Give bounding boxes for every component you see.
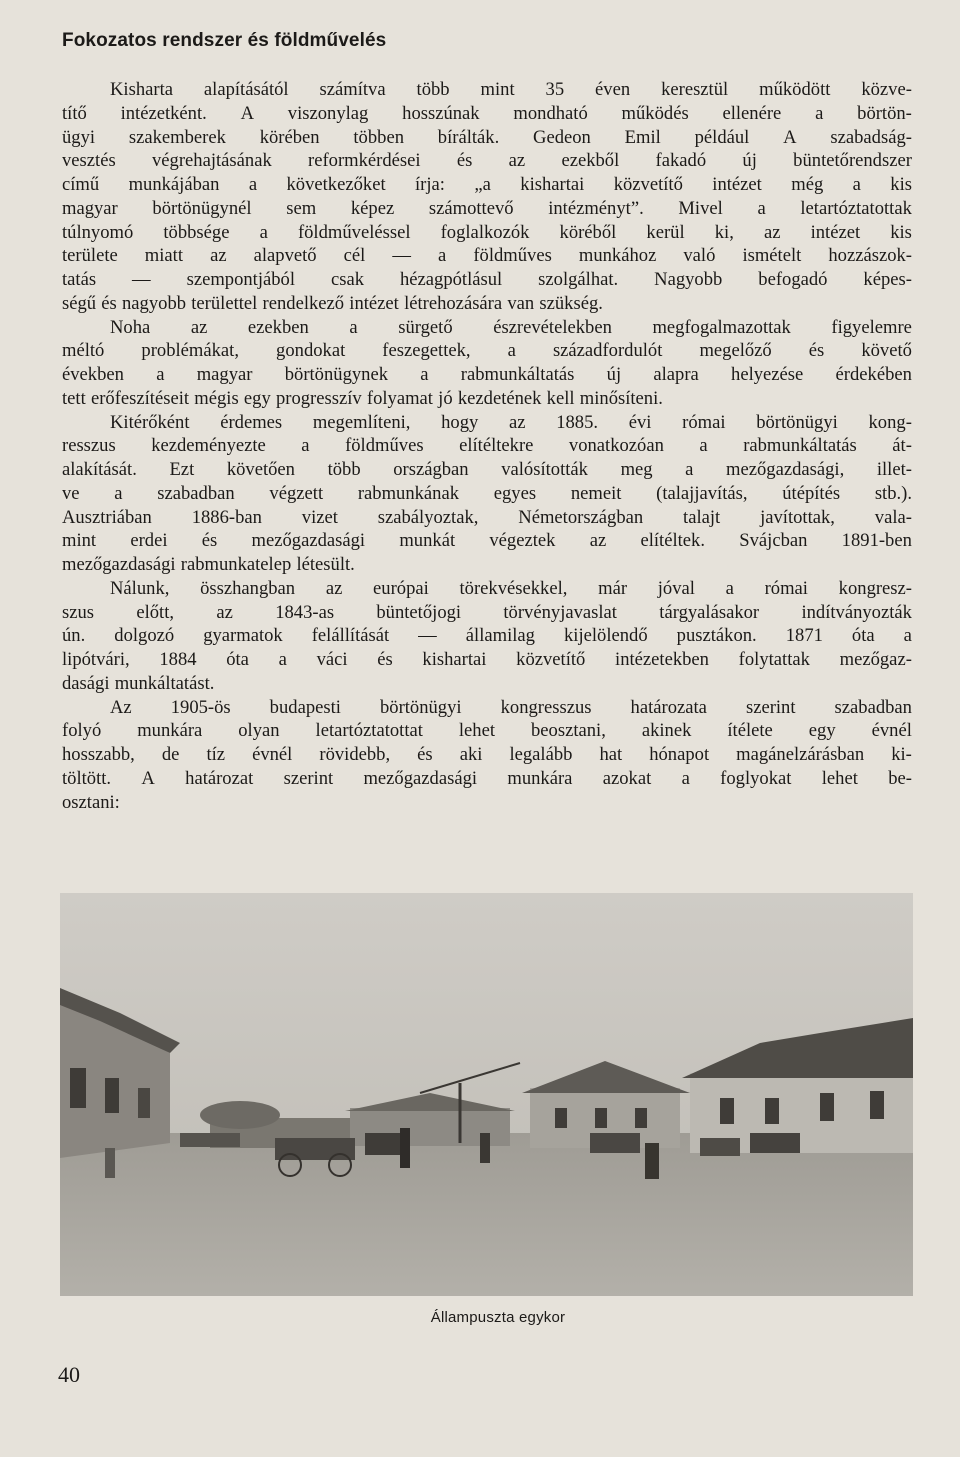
- text-line: években a magyar börtönügynek a rabmunkáltatás új alapra helyezése érdekében: [62, 364, 912, 385]
- text-line: magyar börtönügynél sem képez számottevő intézményt”. Mivel a letartóztatottak: [62, 197, 912, 219]
- text-line: títő intézetként. A viszonylag hosszúnak mondható működés ellenére a börtön-: [62, 102, 912, 124]
- text-line: folyó munkára olyan letartóztatottat lehet beosztani, akinek ítélete egy évnél: [62, 720, 912, 742]
- text-line: ve a szabadban végzett rabmunkának egyes nemeit (talajjavítás, útépítés stb.).: [62, 482, 912, 504]
- text-line: mezőgazdasági rabmunkatelep létesült.: [62, 554, 355, 575]
- section-heading: Fokozatos rendszer és földművelés: [62, 30, 387, 51]
- page-number: 40: [58, 1362, 80, 1387]
- text-line: túlnyomó többsége a földműveléssel foglalkozók köréből kerül ki, az intézet kis: [62, 221, 912, 243]
- text-line: ségű és nagyobb területtel rendelkező intézet létrehozására van szükség.: [62, 292, 603, 314]
- text-line: ügyi szakemberek körében többen bírálták. Gedeon Emil például A szabadság-: [62, 126, 912, 148]
- text-line: Noha az ezekben a sürgető észrevételekben megfogalmazottak figyelemre: [110, 316, 912, 338]
- text-line: töltött. A határozat szerint mezőgazdasági munkára azokat a foglyokat lehet be-: [62, 767, 912, 789]
- text-line: mint erdei és mezőgazdasági munkát végeztek az elítéltek. Svájcban 1891-ben: [62, 530, 912, 552]
- photo-illustration: [60, 893, 913, 1296]
- text-line: szus előtt, az 1843-as büntetőjogi törvényjavaslat tárgyalásakor indítványozták: [62, 601, 912, 623]
- text-line: dasági munkáltatást.: [62, 672, 215, 694]
- text-line: Kisharta alapításától számítva több mint 35 éven keresztül működött közve-: [110, 79, 912, 100]
- text-line: hosszabb, de tíz évnél rövidebb, és aki legalább hat hónapot magánelzárásban ki-: [62, 744, 912, 765]
- text-line: osztani:: [62, 791, 120, 813]
- text-line: méltó problémákat, gondokat feszegettek, a századfordulót megelőző és követő: [62, 340, 912, 362]
- text-line: alakítását. Ezt követően több országban valósították meg a mezőgazdasági, illet-: [62, 459, 912, 480]
- text-line: Kitérőként érdemes megemlíteni, hogy az 1885. évi római börtönügyi kong-: [110, 411, 912, 433]
- text-line: Ausztriában 1886-ban vizet szabályoztak, Németországban talajt javítottak, vala-: [62, 506, 912, 528]
- body-text: [62, 78, 912, 814]
- photo-caption: [0, 1309, 960, 1326]
- text-line: Az 1905-ös budapesti börtönügyi kongresszus határozata szerint szabadban: [110, 696, 912, 718]
- text-line: Nálunk, összhangban az európai törekvésekkel, már jóval a római kongresz-: [110, 577, 912, 599]
- text-line: resszus kezdeményezte a földműves elítéltekre vonatkozóan a rabmunkáltatás át-: [62, 435, 912, 457]
- text-line: tatás — szempontjából csak hézagpótlásul szolgálhat. Nagyobb befogadó képes-: [62, 269, 912, 290]
- text-line: ún. dolgozó gyarmatok felállítását — államilag kijelölendő pusztákon. 1871 óta a: [62, 625, 912, 647]
- text-line: területe miatt az alapvető cél — a földműves munkához való ismételt hozzászok-: [62, 245, 912, 267]
- text-line: tett erőfeszítéseit mégis egy progresszív folyamat jó kezdetének kell minősíteni.: [62, 387, 663, 409]
- text-line: lipótvári, 1884 óta a váci és kishartai közvetítő intézetekben folytattak mezőgaz-: [62, 649, 912, 670]
- historical-photo: [60, 893, 913, 1296]
- text-line: című munkájában a következőket írja: „a kishartai közvetítő intézet még a kis: [62, 174, 912, 195]
- photo-caption-text: Állampuszta egykor: [430, 1309, 566, 1326]
- text-line: vesztés végrehajtásának reformkérdései és az ezekből fakadó új büntetőrendszer: [62, 150, 912, 172]
